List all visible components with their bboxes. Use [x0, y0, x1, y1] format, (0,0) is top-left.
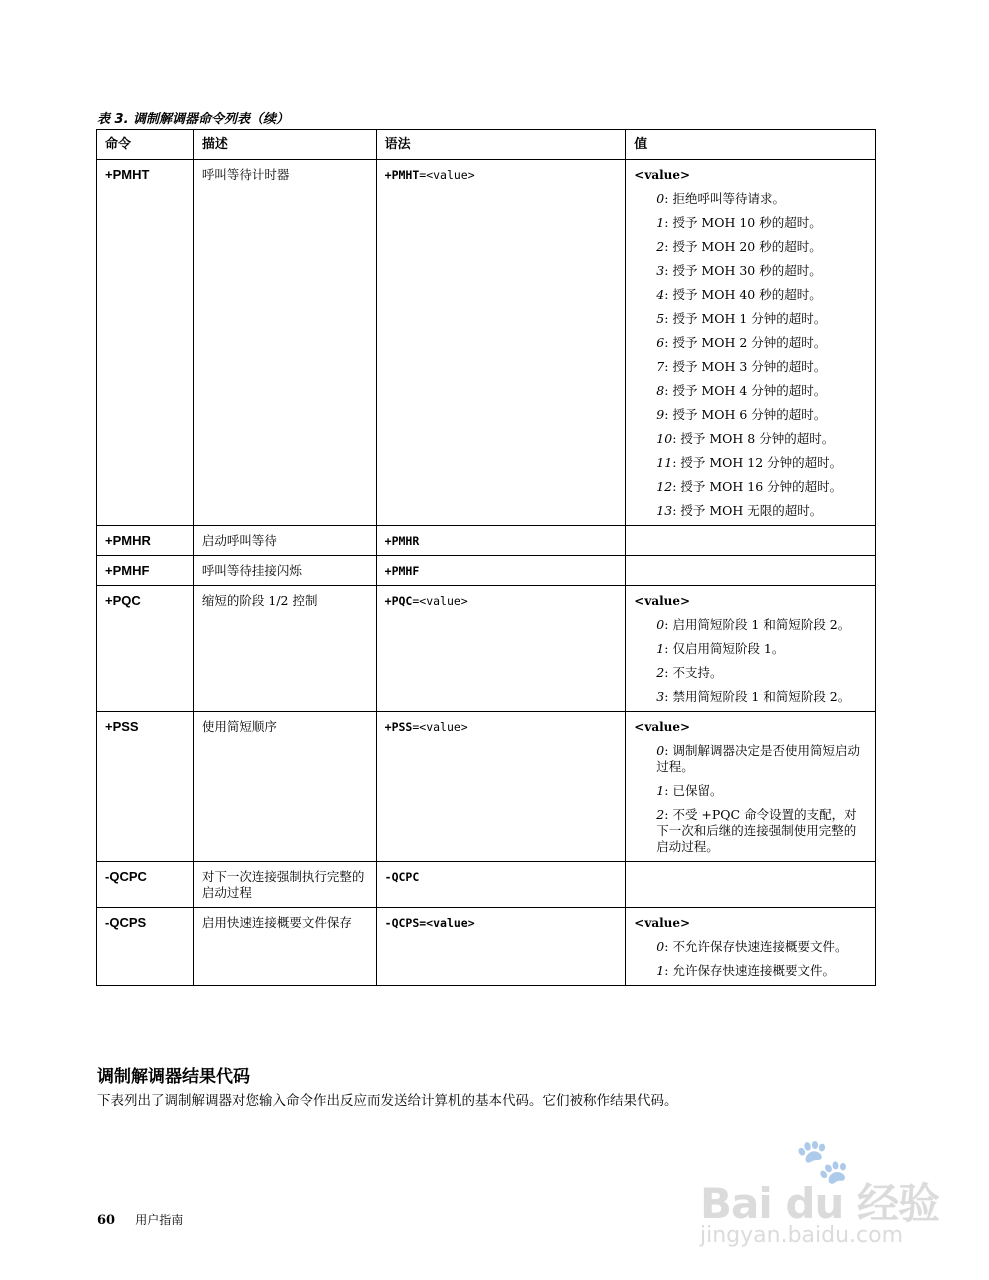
description-cell: 呼叫等待挂接闪烁 — [193, 556, 376, 586]
value-text: 允许保存快速连接概要文件。 — [672, 963, 835, 978]
value-key: 0 — [656, 191, 665, 206]
value-text: 拒绝呼叫等待请求。 — [672, 191, 785, 206]
table-row — [97, 160, 876, 526]
value-key: 3 — [656, 263, 665, 278]
table-row — [97, 862, 876, 908]
value-item — [656, 783, 867, 799]
value-text: 授予 MOH 8 分钟的超时。 — [680, 431, 835, 446]
value-separator: : — [664, 407, 673, 422]
value-separator: : — [664, 239, 673, 254]
watermark — [700, 1135, 940, 1255]
value-item — [656, 939, 867, 955]
value-separator: : — [664, 641, 673, 656]
table-row — [97, 712, 876, 862]
value-key: 13 — [656, 503, 673, 518]
value-separator: : — [664, 263, 673, 278]
value-cell — [626, 526, 876, 556]
syntax-command: +PMHF — [384, 564, 420, 578]
command-cell — [97, 862, 194, 908]
value-text: 不受 +PQC 命令设置的支配，对下一次和后继的连接强制使用完整的启动过程。 — [656, 807, 857, 854]
value-item — [656, 335, 867, 351]
syntax-cell — [376, 556, 626, 586]
value-text: 已保留。 — [672, 783, 723, 798]
value-key: 6 — [656, 335, 665, 350]
value-item — [656, 215, 867, 231]
value-item — [656, 191, 867, 207]
value-key: 0 — [656, 617, 665, 632]
value-text: 授予 MOH 10 秒的超时。 — [672, 215, 822, 230]
value-cell — [626, 862, 876, 908]
syntax-argument: =<value> — [412, 594, 468, 608]
value-text: 不允许保存快速连接概要文件。 — [672, 939, 848, 954]
value-item — [656, 455, 867, 471]
value-key: 0 — [656, 939, 665, 954]
value-heading: <value> — [634, 720, 691, 734]
value-cell — [626, 712, 876, 862]
command-name: +PQC — [105, 593, 141, 608]
table-header-row — [97, 130, 876, 160]
value-cell — [626, 556, 876, 586]
value-key: 1 — [656, 641, 665, 656]
value-separator: : — [664, 335, 673, 350]
value-item — [656, 665, 867, 681]
watermark-logo: Bai du 经验 — [700, 1179, 939, 1228]
value-cell — [626, 908, 876, 986]
value-text: 仅启用简短阶段 1。 — [672, 641, 785, 656]
table-row — [97, 556, 876, 586]
command-cell — [97, 908, 194, 986]
value-item — [656, 743, 867, 775]
value-key: 5 — [656, 311, 665, 326]
value-text: 启用简短阶段 1 和简短阶段 2。 — [672, 617, 851, 632]
value-text: 禁用简短阶段 1 和简短阶段 2。 — [672, 689, 851, 704]
value-cell — [626, 160, 876, 526]
page-footer — [97, 1211, 183, 1228]
value-text: 授予 MOH 20 秒的超时。 — [672, 239, 822, 254]
table-row — [97, 526, 876, 556]
value-key: 3 — [656, 689, 665, 704]
syntax-command: +PMHR — [384, 534, 420, 548]
value-separator: : — [672, 431, 681, 446]
value-key: 2 — [656, 239, 665, 254]
value-item — [656, 479, 867, 495]
description-cell: 对下一次连接强制执行完整的启动过程 — [193, 862, 376, 908]
value-item — [656, 383, 867, 399]
value-cell — [626, 586, 876, 712]
value-item — [656, 263, 867, 279]
command-cell — [97, 526, 194, 556]
command-cell — [97, 556, 194, 586]
value-separator: : — [664, 383, 673, 398]
value-key: 12 — [656, 479, 673, 494]
value-item — [656, 359, 867, 375]
value-item — [656, 407, 867, 423]
value-key: 4 — [656, 287, 665, 302]
syntax-command: -QCPS=<value> — [384, 916, 475, 930]
value-text: 授予 MOH 6 分钟的超时。 — [672, 407, 827, 422]
command-name: +PMHR — [105, 533, 151, 548]
section-body: 下表列出了调制解调器对您输入命令作出反应而发送给计算机的基本代码。它们被称作结果代码。 — [97, 1093, 678, 1109]
value-heading: <value> — [634, 594, 691, 608]
value-key: 0 — [656, 743, 665, 758]
value-separator: : — [664, 215, 673, 230]
value-separator: : — [664, 665, 673, 680]
modem-command-table — [96, 129, 876, 986]
value-key: 1 — [656, 215, 665, 230]
value-item — [656, 287, 867, 303]
value-key: 7 — [656, 359, 665, 374]
value-key: 11 — [656, 455, 673, 470]
value-key: 10 — [656, 431, 673, 446]
command-cell — [97, 160, 194, 526]
value-separator: : — [664, 359, 673, 374]
value-text: 授予 MOH 12 分钟的超时。 — [680, 455, 843, 470]
value-item — [656, 239, 867, 255]
value-item — [656, 503, 867, 519]
value-separator: : — [664, 311, 673, 326]
value-separator: : — [664, 807, 673, 822]
command-name: -QCPC — [105, 869, 147, 884]
syntax-command: +PQC — [384, 594, 413, 608]
description-cell: 呼叫等待计时器 — [193, 160, 376, 526]
value-item — [656, 431, 867, 447]
value-text: 授予 MOH 无限的超时。 — [680, 503, 823, 518]
guide-title: 用户指南 — [135, 1213, 184, 1227]
value-text: 授予 MOH 4 分钟的超时。 — [672, 383, 827, 398]
command-name: +PMHF — [105, 563, 150, 578]
value-item — [656, 963, 867, 979]
command-name: +PSS — [105, 719, 139, 734]
value-key: 8 — [656, 383, 665, 398]
value-item — [656, 311, 867, 327]
value-separator: : — [664, 963, 673, 978]
value-key: 9 — [656, 407, 665, 422]
table-caption: 表 3. 调制解调器命令列表（续） — [97, 112, 290, 127]
value-item — [656, 641, 867, 657]
description-cell: 使用简短顺序 — [193, 712, 376, 862]
value-key: 1 — [656, 783, 665, 798]
value-key: 1 — [656, 963, 665, 978]
value-separator: : — [664, 783, 673, 798]
syntax-cell — [376, 862, 626, 908]
syntax-cell — [376, 908, 626, 986]
value-heading: <value> — [634, 916, 691, 930]
syntax-command: +PSS — [384, 720, 413, 734]
value-separator: : — [672, 479, 681, 494]
section-title: 调制解调器结果代码 — [97, 1067, 250, 1087]
table-row — [97, 908, 876, 986]
syntax-cell — [376, 526, 626, 556]
value-separator: : — [664, 191, 673, 206]
value-heading: <value> — [634, 168, 691, 182]
value-item — [656, 617, 867, 633]
table-row — [97, 586, 876, 712]
syntax-command: -QCPC — [384, 870, 420, 884]
value-text: 授予 MOH 3 分钟的超时。 — [672, 359, 827, 374]
value-item — [656, 689, 867, 705]
value-separator: : — [672, 503, 681, 518]
value-separator: : — [664, 743, 673, 758]
value-text: 授予 MOH 40 秒的超时。 — [672, 287, 822, 302]
paw-icon: 🐾 — [795, 1136, 850, 1187]
value-text: 授予 MOH 30 秒的超时。 — [672, 263, 822, 278]
syntax-cell — [376, 712, 626, 862]
command-cell — [97, 586, 194, 712]
command-name: -QCPS — [105, 915, 147, 930]
header-description: 描述 — [193, 130, 376, 160]
syntax-cell — [376, 160, 626, 526]
description-cell: 启用快速连接概要文件保存 — [193, 908, 376, 986]
header-syntax: 语法 — [376, 130, 626, 160]
header-value: 值 — [626, 130, 876, 160]
value-text: 授予 MOH 16 分钟的超时。 — [680, 479, 843, 494]
value-key: 2 — [656, 807, 665, 822]
value-text: 授予 MOH 2 分钟的超时。 — [672, 335, 827, 350]
watermark-url: jingyan.baidu.com — [700, 1223, 904, 1248]
value-text: 授予 MOH 1 分钟的超时。 — [672, 311, 827, 326]
value-separator: : — [664, 939, 673, 954]
description-cell: 缩短的阶段 1/2 控制 — [193, 586, 376, 712]
syntax-argument: =<value> — [419, 168, 475, 182]
header-command: 命令 — [97, 130, 194, 160]
command-cell — [97, 712, 194, 862]
value-key: 2 — [656, 665, 665, 680]
value-separator: : — [664, 287, 673, 302]
value-text: 不支持。 — [672, 665, 723, 680]
command-name: +PMHT — [105, 167, 150, 182]
value-separator: : — [664, 617, 673, 632]
page-number: 60 — [97, 1213, 116, 1228]
value-item — [656, 807, 867, 855]
value-separator: : — [672, 455, 681, 470]
value-separator: : — [664, 689, 673, 704]
description-cell: 启动呼叫等待 — [193, 526, 376, 556]
syntax-argument: =<value> — [412, 720, 468, 734]
syntax-cell — [376, 586, 626, 712]
value-text: 调制解调器决定是否使用简短启动过程。 — [656, 743, 860, 774]
syntax-command: +PMHT — [384, 168, 420, 182]
